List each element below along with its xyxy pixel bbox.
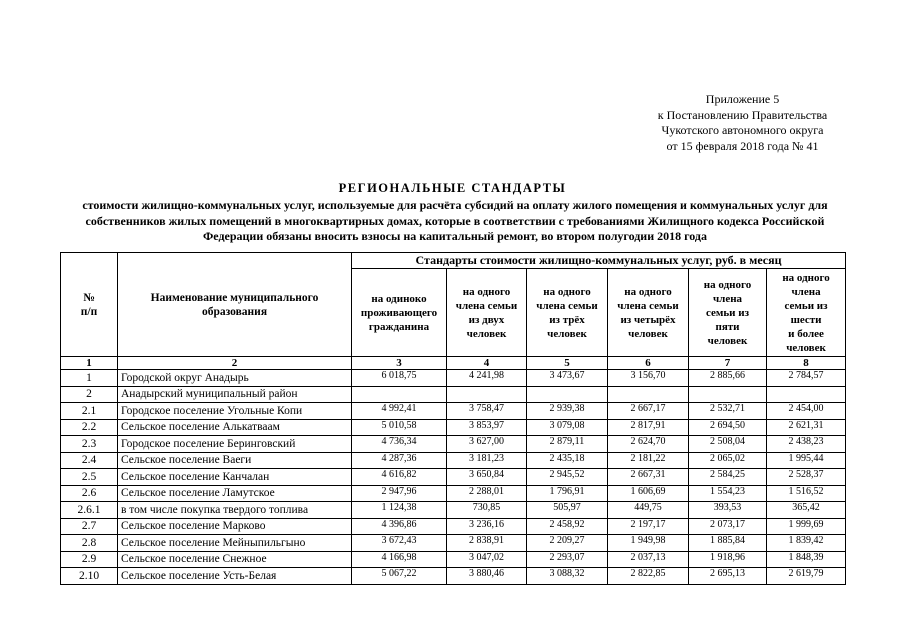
appendix-block xyxy=(620,92,865,154)
row-name: Сельское поселение Канчалан xyxy=(118,469,352,486)
column-header-line: из двух xyxy=(468,313,505,326)
row-value: 3 672,43 xyxy=(352,535,447,552)
column-header-line: шести xyxy=(790,313,822,326)
row-value: 3 047,02 xyxy=(447,551,527,568)
row-name: Сельское поселение Алькатваам xyxy=(118,419,352,436)
table-row xyxy=(61,436,846,453)
row-name: Сельское поселение Марково xyxy=(118,518,352,535)
table-row xyxy=(61,403,846,420)
row-value: 2 293,07 xyxy=(527,551,608,568)
column-header-line: члена семьи xyxy=(617,299,679,312)
subtitle-line: собственников жилых помещений в многоквартирных домах, которые в соответствии с требованиями Жилищного кодекса Российской xyxy=(85,213,825,228)
column-header xyxy=(689,269,767,357)
row-value xyxy=(767,386,846,403)
row-name: Городское поселение Угольные Копи xyxy=(118,403,352,420)
standards-table xyxy=(60,252,846,585)
row-value: 2 532,71 xyxy=(689,403,767,420)
table-row xyxy=(61,535,846,552)
row-value: 1 124,38 xyxy=(352,502,447,519)
column-header xyxy=(447,269,527,357)
column-number: 1 xyxy=(61,357,118,370)
row-index: 2.5 xyxy=(61,469,118,486)
row-value: 2 528,37 xyxy=(767,469,846,486)
row-value: 2 695,13 xyxy=(689,568,767,585)
column-number: 3 xyxy=(352,357,447,370)
row-value: 2 624,70 xyxy=(608,436,689,453)
column-header-line: проживающего xyxy=(360,306,438,319)
row-index: 2.10 xyxy=(61,568,118,585)
column-header xyxy=(352,269,447,357)
row-value: 2 885,66 xyxy=(689,370,767,387)
row-value: 3 880,46 xyxy=(447,568,527,585)
row-index: 2.8 xyxy=(61,535,118,552)
column-header-line: пяти xyxy=(715,320,740,333)
row-value: 365,42 xyxy=(767,502,846,519)
row-value: 2 288,01 xyxy=(447,485,527,502)
row-value: 4 166,98 xyxy=(352,551,447,568)
row-index: 2.3 xyxy=(61,436,118,453)
table-row xyxy=(61,370,846,387)
row-index: 2.6.1 xyxy=(61,502,118,519)
row-value: 1 848,39 xyxy=(767,551,846,568)
row-value: 2 621,31 xyxy=(767,419,846,436)
row-value: 449,75 xyxy=(608,502,689,519)
row-value: 505,97 xyxy=(527,502,608,519)
table-row xyxy=(61,452,846,469)
column-number-row xyxy=(61,357,846,370)
row-index: 2.4 xyxy=(61,452,118,469)
header-number-line: п/п xyxy=(80,305,98,318)
row-value: 3 853,97 xyxy=(447,419,527,436)
row-value: 1 999,69 xyxy=(767,518,846,535)
table-row xyxy=(61,518,846,535)
row-value: 2 667,17 xyxy=(608,403,689,420)
column-header xyxy=(608,269,689,357)
row-value: 3 181,23 xyxy=(447,452,527,469)
row-value: 2 454,00 xyxy=(767,403,846,420)
table-row xyxy=(61,386,846,403)
column-header-line: члена xyxy=(712,292,743,305)
row-value: 2 817,91 xyxy=(608,419,689,436)
header-number xyxy=(61,253,118,357)
row-value: 3 627,00 xyxy=(447,436,527,453)
table-header-row xyxy=(61,253,846,269)
column-number: 7 xyxy=(689,357,767,370)
row-name: Сельское поселение Мейныпильгыно xyxy=(118,535,352,552)
column-header-line: и более xyxy=(788,327,824,340)
row-index: 2.1 xyxy=(61,403,118,420)
row-value: 1 839,42 xyxy=(767,535,846,552)
row-value: 1 995,44 xyxy=(767,452,846,469)
subtitle-line: стоимости жилищно-коммунальных услуг, используемые для расчёта субсидий на оплату жилого помещения и коммунальных услуг для xyxy=(82,198,828,212)
column-number: 2 xyxy=(118,357,352,370)
row-value: 2 694,50 xyxy=(689,419,767,436)
row-value: 4 616,82 xyxy=(352,469,447,486)
column-header-line: гражданина xyxy=(368,320,430,333)
row-value: 1 918,96 xyxy=(689,551,767,568)
row-value: 2 584,25 xyxy=(689,469,767,486)
column-header-line: семьи из xyxy=(705,306,750,319)
column-header-line: на одного xyxy=(782,271,830,284)
column-header-line: на одиноко xyxy=(371,292,427,305)
row-name: Сельское поселение Ламутское xyxy=(118,485,352,502)
row-value: 2 209,27 xyxy=(527,535,608,552)
row-value: 4 287,36 xyxy=(352,452,447,469)
row-value xyxy=(352,386,447,403)
row-value: 2 939,38 xyxy=(527,403,608,420)
row-value: 3 650,84 xyxy=(447,469,527,486)
row-value: 2 197,17 xyxy=(608,518,689,535)
row-value: 1 885,84 xyxy=(689,535,767,552)
column-header-line: человек xyxy=(466,327,507,340)
row-index: 2.2 xyxy=(61,419,118,436)
table-row xyxy=(61,568,846,585)
row-index: 2.7 xyxy=(61,518,118,535)
row-index: 2 xyxy=(61,386,118,403)
appendix-line: к Постановлению Правительства xyxy=(657,107,828,122)
row-name: Сельское поселение Снежное xyxy=(118,551,352,568)
row-value: 2 945,52 xyxy=(527,469,608,486)
row-value: 4 992,41 xyxy=(352,403,447,420)
table-row xyxy=(61,551,846,568)
row-value: 1 554,23 xyxy=(689,485,767,502)
row-value: 6 018,75 xyxy=(352,370,447,387)
row-value: 2 667,31 xyxy=(608,469,689,486)
row-value: 1 949,98 xyxy=(608,535,689,552)
row-value: 1 606,69 xyxy=(608,485,689,502)
column-header-line: семьи из xyxy=(784,299,828,312)
row-value: 5 067,22 xyxy=(352,568,447,585)
row-index: 2.9 xyxy=(61,551,118,568)
row-value: 3 088,32 xyxy=(527,568,608,585)
row-name: в том числе покупка твердого топлива xyxy=(118,502,352,519)
appendix-line: Чукотского автономного округа xyxy=(661,123,824,137)
column-number: 8 xyxy=(767,357,846,370)
row-value: 2 435,18 xyxy=(527,452,608,469)
header-name xyxy=(118,253,352,357)
column-header-line: человек xyxy=(786,341,826,354)
row-value: 2 438,23 xyxy=(767,436,846,453)
column-header-line: из трёх xyxy=(549,313,585,326)
header-group: Стандарты стоимости жилищно-коммунальных услуг, руб. в месяц xyxy=(352,253,846,269)
column-header-line: члена xyxy=(791,285,821,298)
column-header-line: человек xyxy=(628,327,668,340)
row-value: 3 079,08 xyxy=(527,419,608,436)
column-header-line: на одного xyxy=(462,285,511,298)
row-name: Анадырский муниципальный район xyxy=(118,386,352,403)
row-value: 3 758,47 xyxy=(447,403,527,420)
row-name: Сельское поселение Усть-Белая xyxy=(118,568,352,585)
row-value: 2 037,13 xyxy=(608,551,689,568)
table-row xyxy=(61,419,846,436)
row-value: 2 458,92 xyxy=(527,518,608,535)
row-name: Городское поселение Беринговский xyxy=(118,436,352,453)
row-value: 2 073,17 xyxy=(689,518,767,535)
column-number: 6 xyxy=(608,357,689,370)
row-index: 2.6 xyxy=(61,485,118,502)
row-value xyxy=(527,386,608,403)
column-number: 5 xyxy=(527,357,608,370)
row-value: 730,85 xyxy=(447,502,527,519)
row-value: 2 065,02 xyxy=(689,452,767,469)
column-header-line: члена семьи xyxy=(455,299,518,312)
appendix-line: от 15 февраля 2018 года № 41 xyxy=(666,138,819,153)
document-subtitle xyxy=(55,198,855,245)
row-value: 3 236,16 xyxy=(447,518,527,535)
column-header-line: на одного xyxy=(624,285,672,298)
row-name: Сельское поселение Ваеги xyxy=(118,452,352,469)
row-value: 4 396,86 xyxy=(352,518,447,535)
appendix-line: Приложение 5 xyxy=(705,92,780,106)
row-value: 1 796,91 xyxy=(527,485,608,502)
row-value: 3 156,70 xyxy=(608,370,689,387)
row-value: 2 784,57 xyxy=(767,370,846,387)
row-value xyxy=(689,386,767,403)
document-title: РЕГИОНАЛЬНЫЕ СТАНДАРТЫ xyxy=(338,181,567,195)
header-name-line: Наименование муниципального xyxy=(150,291,319,304)
row-value: 4 736,34 xyxy=(352,436,447,453)
column-number: 4 xyxy=(447,357,527,370)
column-header-line: члена семьи xyxy=(536,299,598,312)
column-header xyxy=(527,269,608,357)
column-header-line: человек xyxy=(547,327,587,340)
row-value: 4 241,98 xyxy=(447,370,527,387)
column-header xyxy=(767,269,846,357)
row-value: 2 619,79 xyxy=(767,568,846,585)
row-value: 1 516,52 xyxy=(767,485,846,502)
subtitle-line: Федерации обязаны вносить взносы на капитальный ремонт, во втором полугодии 2018 года xyxy=(202,229,708,243)
row-value: 3 473,67 xyxy=(527,370,608,387)
row-value xyxy=(447,386,527,403)
row-value xyxy=(608,386,689,403)
column-header-line: человек xyxy=(707,334,748,347)
row-value: 393,53 xyxy=(689,502,767,519)
column-header-line: на одного xyxy=(703,278,752,291)
row-value: 2 181,22 xyxy=(608,452,689,469)
row-value: 2 822,85 xyxy=(608,568,689,585)
row-value: 5 010,58 xyxy=(352,419,447,436)
header-number-line: № xyxy=(83,291,95,304)
row-value: 2 879,11 xyxy=(527,436,608,453)
table-row xyxy=(61,485,846,502)
column-header-line: на одного xyxy=(543,285,591,298)
table-row xyxy=(61,469,846,486)
row-name: Городской округ Анадырь xyxy=(118,370,352,387)
row-index: 1 xyxy=(61,370,118,387)
table-row xyxy=(61,502,846,519)
row-value: 2 838,91 xyxy=(447,535,527,552)
row-value: 2 947,96 xyxy=(352,485,447,502)
row-value: 2 508,04 xyxy=(689,436,767,453)
header-name-line: образования xyxy=(201,305,268,318)
column-header-line: из четырёх xyxy=(620,313,676,326)
